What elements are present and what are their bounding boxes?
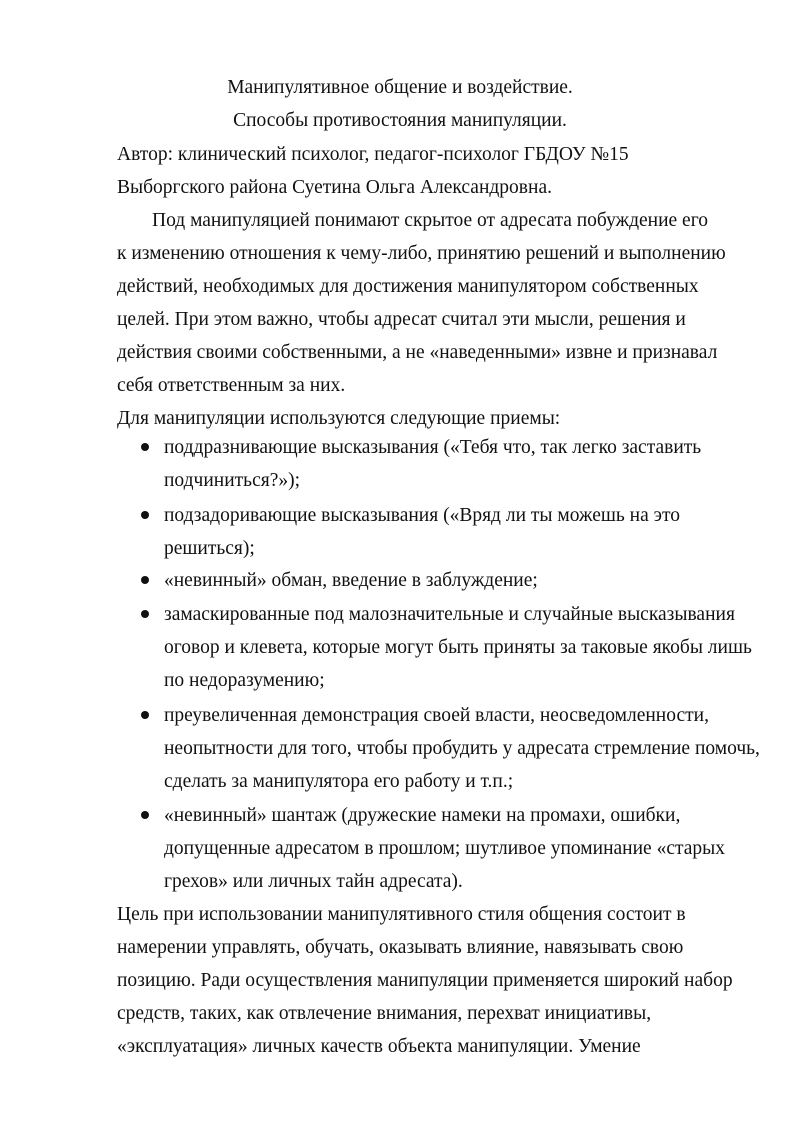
- list-item-line: «невинный» шантаж (дружеские намеки на промахи, ошибки,: [164, 805, 681, 826]
- title-line-2: Способы противостояния манипуляции.: [233, 110, 567, 131]
- closing-line: средств, таких, как отвлечение внимания, перехват инициативы,: [117, 1003, 652, 1024]
- list-item-line: замаскированные под малозначительные и случайные высказывания: [164, 604, 735, 625]
- closing-line: позицию. Ради осуществления манипуляции применяется широкий набор: [117, 970, 733, 991]
- list-item-line: подзадоривающие высказывания («Вряд ли ты можешь на это: [164, 505, 680, 526]
- bullet-icon: [141, 511, 149, 519]
- list-item-line: по недоразумению;: [164, 670, 325, 691]
- title-line-1: Манипулятивное общение и воздействие.: [227, 77, 573, 98]
- author-line-2: Выборгского района Суетина Ольга Александровна.: [117, 177, 552, 198]
- bullet-icon: [141, 711, 149, 719]
- list-item-line: преувеличенная демонстрация своей власти, неосведомленности,: [164, 705, 709, 726]
- intro-line: целей. При этом важно, чтобы адресат считал эти мысли, решения и: [117, 309, 686, 330]
- list-item-line: неопытности для того, чтобы пробудить у адресата стремление помочь,: [164, 738, 760, 759]
- list-item-line: «невинный» обман, введение в заблуждение;: [164, 570, 538, 591]
- closing-line: намерении управлять, обучать, оказывать влияние, навязывать свою: [117, 937, 684, 958]
- intro-line: Под манипуляцией понимают скрытое от адресата побуждение его: [152, 210, 708, 231]
- list-heading: Для манипуляции используются следующие приемы:: [117, 408, 561, 429]
- bullet-icon: [141, 610, 149, 618]
- intro-line: себя ответственным за них.: [117, 375, 346, 396]
- bullet-icon: [141, 443, 149, 451]
- author-line-1: Автор: клинический психолог, педагог-психолог ГБДОУ №15: [117, 144, 629, 165]
- closing-line: «эксплуатация» личных качеств объекта манипуляции. Умение: [117, 1036, 641, 1057]
- closing-line: Цель при использовании манипулятивного стиля общения состоит в: [117, 904, 686, 925]
- list-item-line: решиться);: [164, 538, 255, 559]
- bullet-icon: [141, 576, 149, 584]
- bullet-icon: [141, 811, 149, 819]
- list-item-line: поддразнивающие высказывания («Тебя что, так легко заставить: [164, 437, 702, 458]
- intro-line: действий, необходимых для достижения манипулятором собственных: [117, 276, 699, 297]
- list-item-line: подчиниться?»);: [164, 470, 301, 491]
- intro-line: к изменению отношения к чему-либо, принятию решений и выполнению: [117, 243, 726, 264]
- intro-line: действия своими собственными, а не «наведенными» извне и признавал: [117, 342, 718, 363]
- list-item-line: оговор и клевета, которые могут быть приняты за таковые якобы лишь: [164, 637, 752, 658]
- list-item-line: допущенные адресатом в прошлом; шутливое упоминание «старых: [164, 838, 725, 859]
- list-item-line: сделать за манипулятора его работу и т.п.;: [164, 771, 514, 792]
- list-item-line: грехов» или личных тайн адресата).: [164, 871, 463, 892]
